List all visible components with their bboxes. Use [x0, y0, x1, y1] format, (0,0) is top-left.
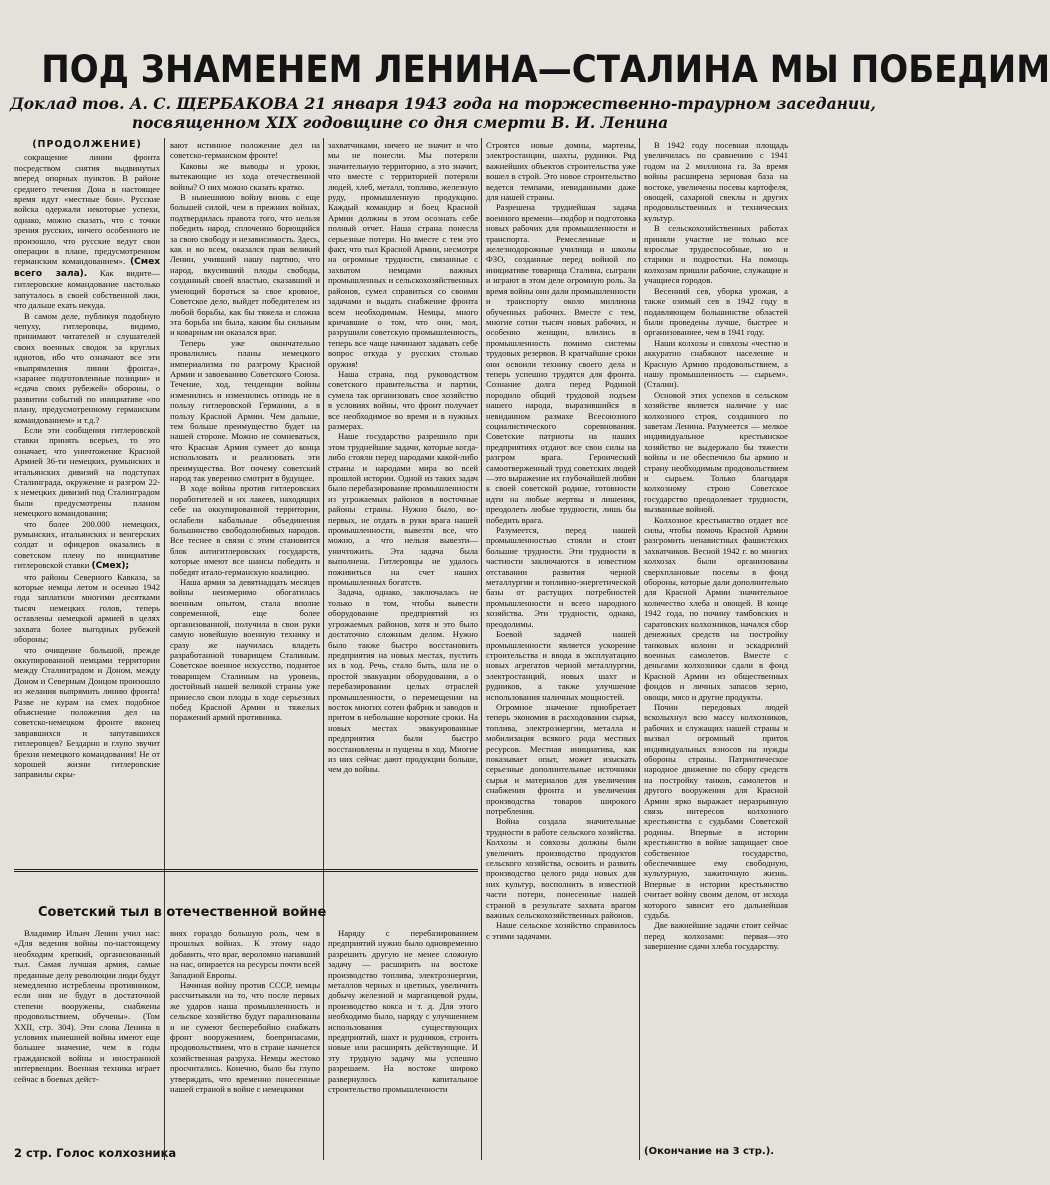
paragraph: вают истинное положение дел на советско-германском фронте!	[170, 140, 320, 161]
paragraph: сокращение линии фронта посредством снятия выдвинутых вперед опорных пунктов. В районе среднего течения Дона в настоящее время идут «местные бои». Русские войска одержали некоторые успехи, однако, можно сказать, что с точки зрения русских, ничего особенного не произошло, что русские ведут свои операции в плане, предусмотренном германским командованием». (Смех всего зала). Как видите—гитлеровские командование настолько запуталось в своей собственной лжи, что дальше ехать некуда.	[14, 152, 160, 311]
paragraph: В 1942 году посевная площадь увеличилась по сравнению с 1941 годом на 2 миллиона га. За время войны расширена зерновая база на востоке, увеличены посевы картофеля, овощей, сахарной свеклы и других продовольственных и технических культур.	[644, 140, 788, 223]
paragraph: что более 200.000 немецких, румынских, итальянских и венгерских солдат и офицеров оказались в советском плену по инициативе гитлеровской ставки (Смех);	[14, 518, 160, 572]
section-column-3	[328, 928, 478, 1160]
column-rule	[639, 138, 640, 1160]
paragraph: Боевой задачей нашей промышленности является ускорение строительства и ввода в эксплуатацию новых агрегатов черной металлургии, электростанций, новых шахт и рудников, а также улучшение использования наличных мощностей.	[486, 629, 636, 702]
audience-reaction: (Смех всего зала).	[14, 257, 160, 279]
paragraph: Задача, однако, заключалась не только в том, чтобы вывести оборудование предприятий из угрожаемых районов, хотя и это было достаточно сложным делом. Нужно было также быстро восстановить предприятия на новых местах, пустить их в ход. Речь, стало быть, шла не о простой эвакуации оборудования, а о перебазировании целых отраслей промышленности, о перемещении на восток многих сотен фабрик и заводов и притом в небольшие короткие сроки. На новых местах эвакуированные предприятия были быстро восстановлены и пущены в ход. Многие из них сейчас дают продукции больше, чем до войны.	[328, 587, 478, 775]
section-divider	[14, 871, 478, 872]
paragraph: Наряду с перебазированием предприятий нужно было одновременно разрешить другую не менее сложную задачу — расширить на востоке производство топлива, электроэнергии, металлов черных и цветных, увеличить добычу железной и марганцевой руды, производство кокса и т. д. Для этого необходимо было, наряду с улучшением использования существующих предприятий, шахт и рудников, строить новые или расширять действующие. И эту трудную задачу мы успешно разрешаем. На востоке широко развернулось капитальное строительство промышленности	[328, 928, 478, 1095]
column-rule	[164, 138, 165, 1160]
continuation-label: (ПРОДОЛЖЕНИЕ)	[32, 139, 142, 150]
paragraph: Разумеется, перед нашей промышленностью стояли и стоят большие трудности. Эти трудности в частности заключаются в известном отставании развития черной металлургии и топливно-энергетической базы от растущих потребностей промышленности и всего народного хозяйства. Эти трудности, однако, преодолимы.	[486, 525, 636, 629]
paragraph: Строятся новые домны, мартены, электростанции, шахты, рудники. Ряд важнейших объектов строительства уже вошел в строй. Это новое строительство ведется темпами, невиданными даже для нашей страны.	[486, 140, 636, 203]
paragraph: Разрешена труднейшая задача военного времени—подбор и подготовка новых рабочих для промышленности и транспорта. Ремесленные и железнодорожные училища и школы ФЗО, созданные перед войной по инициативе товарища Сталина, сыграли и играют в этом деле огромную роль. За время войны они дали промышленности и транспорту около миллиона обученных рабочих. Вместе с тем, многие сотни тысяч новых рабочих, и особенно женщин, влились в промышленность помимо системы трудовых резервов. В кратчайшие сроки они освоили технику своего дела и теперь успешно трудятся для фронта. Сознание долга перед Родиной породило общий трудовой подъем нашего народа, выразившийся в невиданном размахе Всесоюзного социалистического соревнования. Советские патриоты на наших предприятиях отдают все свои силы на разгром врага. Героический самоотверженный труд советских людей—это выражение их глубочайшей любви к своей советской родине, готовности идти на любые жертвы и лишения, преодолеть любые трудности, лишь бы победить врага.	[486, 202, 636, 525]
section-divider	[14, 869, 478, 870]
paragraph: Наша страна, под руководством советского правительства и партии, сумела так организовать свое хозяйство в условиях войны, что фронт получает все необходимое во время и в нужных размерах.	[328, 368, 478, 431]
paragraph: Основой этих успехов в сельском хозяйстве является наличие у нас колхозного строя, созданного по заветам Ленина. Разумеется — мелкое индивидуальное крестьянское хозяйство не выдержало бы тяжести войны и не обеспечило бы армию и страну необходимым продовольствием и сырьем. Только благодаря колхозному строю Советское государство преодолевает трудности, вызванные войной.	[644, 389, 788, 515]
paragraph: Война создала значительные трудности в работе сельского хозяйства. Колхозы и совхозы должны были увеличить производство продуктов сельского хозяйства, освоить и развить производство целого ряда новых для них культур, восполнить в известной части потери, понесенные нашей страной в результате захвата врагом важных сельскохозяйственных районов.	[486, 816, 636, 921]
column-rule	[481, 138, 482, 1160]
article-column-4	[486, 140, 636, 1160]
paragraph: В ходе войны против гитлеровских поработителей и их лакеев, находящих себе на оккупированной территории, ослабели кабальные объединения большинство свободолюбивых народов. Все теснее в связи с этим становится блок антигитлеровских государств, которые имеют все шансы победить и победят итало-германскую коалицию.	[170, 483, 320, 577]
subheadline-line-2: посвященном XIX годовщине со дня смерти В. И. Ленина	[131, 113, 669, 132]
paragraph: захватчиками, ничего не значит и что мы не понесли. Мы потеряли значительную территорию, а это значит, что вместе с территорией потеряли людей, хлеб, металл, топливо, железную руду, промышленную продукцию. Каждый командир и боец Красной Армии должны в этом осознать себе полный отчет. Наша страна понесла серьезные потери. Но вместе с тем это факт, что тыл Красной Армии, несмотря на огромные трудности, связанные с захватом немцами важных промышленных и сельскохозяйственных районов, сумел справиться со своими задачами и выдать снабжение фронта всем необходимым. Немцы, много кричавшие о том, что они, мол, разрушили советскую промышленность, теперь все чаще начинают задавать себе вопрос откуда у русских столько оружия!	[328, 140, 478, 369]
paragraph: Весенний сев, уборка урожая, а также озимый сев в 1942 году в подавляющем большинстве областей были проведены лучше, быстрее и организованнее, чем в 1941 году.	[644, 285, 788, 338]
section-title: Советский тыл в отечественной войне	[38, 905, 327, 920]
continuation-note: (Окончание на 3 стр.).	[644, 1146, 775, 1157]
paragraph: В сельскохозяйственных работах приняли участие не только все взрослые трудоспособные, но и старики и подростки. На помощь колхозам пришли рабочие, служащие и учащиеся городов.	[644, 223, 788, 286]
paragraph: Если эти сообщения гитлеровской ставки принять всерьез, то это означает, что уничтожение Красной Армией 36-ти немецких, румынских и итальянских дивизий на подступах Сталинграда, окружение и разгром 22-х немецких дивизий под Сталинградом были предусмотрены планом немецкого командования;	[14, 424, 160, 519]
paragraph: Наше государство разрешило при этом труднейшие задачи, которые когда-либо стояли перед народами какой-либо страны и народами мира во всей прошлой истории. Одной из таких задач было перебазирование промышленности из угрожаемых районов в восточные районы страны. Нужно было, во-первых, не отдать в руки врага нашей промышленности, вывезти все, что можно, а что нельзя вывезти—уничтожить. Эта задача была выполнена. Гитлеровцы не удалось поживиться на счет наших промышленных богатств.	[328, 431, 478, 588]
paragraph: что районы Северного Кавказа, за которые немцы летом и осенью 1942 года заплатили многими десятками тысяч немецких голов, теперь оставлены немецкой армией в целях захвата более выгодных рубежей обороны;	[14, 571, 160, 645]
paragraph: В самом деле, публикуя подобную чепуху, гитлеровцы, видимо, принимают читателей и слушателей своих военных сводок за круглых идиотов, ибо что означают все эти «выпрямления линии фронта», «заранее подготовленные позиции» и «сдача своих рубежей» обороны, о развитии событий по инициативе «по плану, предусмотренному германским командованием» и т.д.?	[14, 310, 160, 425]
section-column-1	[14, 928, 160, 1150]
subheadline	[10, 94, 876, 132]
paragraph: Почин передовых людей всколыхнул всю массу колхозников, рабочих и служащих нашей страны и вызвал огромный приток индивидуальных взносов на нужды обороны страны. Патриотическое народное движение по сбору средств на постройку танков, самолетов и другого вооружения для Красной Армии ярко выражает неразрывную связь интересов колхозного крестьянства с судьбами Советской родины. Впервые в истории крестьянство в войне защищает свое собственное государство, обеспечившее ему свободную, культурную, зажиточную жизнь. Впервые в истории крестьянство считает войну своим делом, от исхода которого зависит его дальнейшая судьба.	[644, 701, 788, 921]
paragraph: Наше сельское хозяйство справилось с этими задачами.	[486, 920, 636, 941]
paragraph: Две важнейшие задачи стоят сейчас перед колхозами: первая—это завершение сдачи хлеба государству.	[644, 920, 788, 952]
audience-reaction: (Смех);	[91, 561, 130, 572]
section-column-2	[170, 928, 320, 1160]
article-column-3	[328, 140, 478, 863]
article-column-2	[170, 140, 320, 863]
column-rule	[323, 138, 324, 1160]
paragraph: Владимир Ильич Ленин учил нас: «Для ведения войны по-настоящему необходим крепкий, организованный тыл. Самая лучшая армия, самые преданные делу революции люди будут немедленно истреблены противником, если они не будут в достаточной степени вооружены, снабжены продовольствием, обучены». (Том XXII, стр. 304). Эти слова Ленина в условиях нынешней войны имеют еще большее значение, чем в годы гражданской войны и иностранной интервенции. Военная техника играет сейчас в боевых дейст-	[14, 928, 160, 1084]
page-footer: 2 стр. Голос колхозника	[14, 1146, 177, 1160]
paragraph: виях гораздо большую роль, чем в прошлых войнах. К этому надо добавить, что враг, вероломно напавший на нас, опирается на ресурсы почти всей Западной Европы.	[170, 928, 320, 980]
paragraph: Колхозное крестьянство отдает все силы, чтобы помочь Красной Армии разгромить ненавистных фашистских захватчиков. Весной 1942 г. во многих колхозах были организованы сверхплановые посевы в фонд обороны, которые дали дополнительно для Красной Армии значительное количество хлеба и овощей. В конце 1942 года, по почину тамбовских и саратовских колхозников, начался сбор денежных средств на постройку танковых колонн и эскадрилий военных самолетов. Вместе с деньгами колхозники сдали в фонд Красной Армии из общественных фондов и личных запасов зерно, овощи, мясо и другие продукты.	[644, 514, 788, 702]
paragraph: Огромное значение приобретает теперь экономия в расходовании сырья, топлива, электроэнергии, металла и мобилизация всякого рода местных ресурсов. Местная инициатива, как показывает опыт, может изыскать серьезные дополнительные источники сырья и материалов для увеличения снабжения фронта и увеличения производства товаров широкого потребления.	[486, 701, 636, 816]
paragraph: Начиная войну против СССР, немцы рассчитывали на то, что после первых же ударов наша промышленность и сельское хозяйство будут парализованы и не сумеют бесперебойно снабжать фронт вооружением, боеприпасами, продовольствием, что в стране начнется хозяйственная разруха. Немцы жестоко просчитались. Конечно, было бы глупо утверждать, что временно понесенные нашей страной в войне с немецкими	[170, 980, 320, 1095]
paragraph: В нынешнюю войну вновь с еще большей силой, чем в прежних войнах, подтвердилась правота того, что нельзя победить народ, сплоченно борющийся за свою свободу и независимость. Здесь, как и во всем, оказался прав великий Ленин, учивший нашу партию, что народ, вкусивший плоды свободы, созданный своей властью, сказавший и умеющий бороться за свое кровное, Советское дело, выйдет победителем из любой борьбы, как бы тяжела и сложна эта борьба ни была, каким бы сильным и коварным ни оказался враг.	[170, 192, 320, 338]
paragraph: Наша армия за девятнадцать месяцев войны неизмеримо обогатилась военным опытом, стала вполне современной, еще более организованной, получила в свои руки самую новейшую военную технику и сразу же научилась владеть разработанной товарищем Сталиным. Советское военное искусство, поднятое товарищем Сталиным на уровень, достойный нашей великой страны уже принесло свои плоды в ходе серьезных побед Красной Армии и тяжелых поражений армий противника.	[170, 577, 320, 723]
paragraph: Теперь уже окончательно провалились планы немецкого империализма по разгрому Красной Армии и завоеванию Советского Союза. Течение, ход, тенденции войны изменились и изменились отнюдь не в пользу гитлеровской Германии, а в пользу Красной Армии. Чем дальше, тем больше преимущество будет на нашей стороне. Можно не сомневаться, что Красная Армия сумеет до конца использовать и реализовать эти преимущества. Вот почему советский народ так уверенно смотрит в будущее.	[170, 337, 320, 483]
subheadline-line-1: Доклад тов. А. С. ЩЕРБАКОВА 21 января 1943 года на торжественно-траурном заседании,	[10, 94, 876, 113]
article-column-5	[644, 140, 788, 1160]
paragraph: Каковы же выводы и уроки, вытекающие из хода отечественной войны? О них можно сказать кратко.	[170, 160, 320, 192]
paragraph: Наши колхозы и совхозы «честно и аккуратно снабжают население и Красную Армию продовольствием, а нашу промышленность — сырьем». (Сталин).	[644, 337, 788, 390]
headline: ПОД ЗНАМЕНЕМ ЛЕНИНА—СТАЛИНА МЫ ПОБЕДИМ	[41, 48, 1050, 91]
paragraph: что очищение большой, прежде оккупированной немцами территории между Сталинградом и Доном, между Доном и Северным Донцом произошло из желания выпрямить линию фронта! Разве не курам на смех подобное объяснение положения дел на советско-немецком фронте вконец завравшихся и запутавшихся гитлеровцев? Бездарно и глупо звучит брехня немецкого командования! Не от хорошей жизни гитлеровские заправилы скры-	[14, 644, 160, 780]
